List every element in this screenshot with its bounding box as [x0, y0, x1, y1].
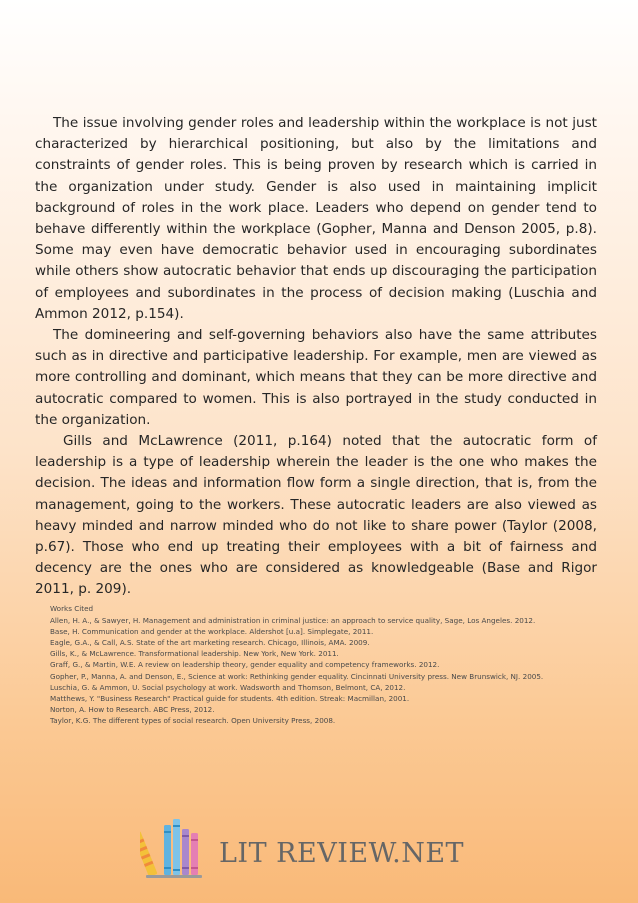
works-cited-title: Works Cited — [50, 604, 94, 613]
citation-entry: Graff, G., & Martin, W.E. A review on leadership theory, gender equality and competency frameworks. 2012. — [50, 660, 440, 670]
citation-entry: Eagle, G.A., & Call, A.S. State of the art marketing research. Chicago, Illinois, AMA. 2009. — [50, 638, 370, 648]
paragraph-domineering-behaviors: The domineering and self-governing behaviors also have the same attributes such as in directive and participative leadership. For example, men are viewed as more controlling and dominant, which means that they can be more directive and autocratic compared to women. This is also portrayed in the study conducted in the organization. — [35, 327, 597, 428]
citation-entry: Gills, K., & McLawrence. Transformational leadership. New York, New York. 2011. — [50, 649, 339, 659]
citation-entry: Allen, H. A., & Sawyer, H. Management and administration in criminal justice: an approach to service quality, Sage, Los Angeles. 2012. — [50, 616, 536, 626]
citation-entry: Base, H. Communication and gender at the workplace. Aldershot [u.a]. Simplegate, 2011. — [50, 627, 374, 637]
citation-entry: Matthews, Y. "Business Research" Practical guide for students. 4th edition. Streak: Macmillan, 2001. — [50, 693, 410, 703]
citation-entry: Luschia, G. & Ammon, U. Social psychology at work. Wadsworth and Thomson, Belmont, CA, 2012. — [50, 682, 406, 692]
essay-body — [35, 113, 597, 601]
works-cited — [50, 603, 610, 726]
paragraph-autocratic-leadership: Gills and McLawrence (2011, p.164) noted that the autocratic form of leadership is a type of leadership wherein the leader is the one who makes the decision. The ideas and information flow form a single direction, that is, from the management, going to the workers. These autocratic leaders are also viewed as heavy minded and narrow minded who do not like to share power (Taylor (2008, p.67). Those who end up treating their employees with a bit of fairness and decency are the ones who are considered as knowledgeable (Base and Rigor 2011, p. 209). — [35, 433, 597, 598]
citation-entry: Taylor, K.G. The different types of social research. Open University Press, 2008. — [50, 715, 336, 725]
paragraph-gender-roles: The issue involving gender roles and leadership within the workplace is not just characterized by hierarchical positioning, but also by the limitations and constraints of gender roles. This is being proven by research which is carried in the organization under study. Gender is also used in maintaining implicit background of roles in the work place. Leaders who depend on gender tend to behave differently within the workplace (Gopher, Manna and Denson 2005, p.8). Some may even have democratic behavior used in encouraging subordinates while others show autocratic behavior that ends up discouraging the participation of employees and subordinates in the process of decision making (Luschia and Ammon 2012, p.154). — [35, 115, 597, 322]
citation-entry: Gopher, P., Manna, A. and Denson, E., Science at work: Rethinking gender equality. Cincinnati University press. New Brunswick, NJ. 2005. — [50, 671, 544, 681]
books-icon — [140, 815, 210, 881]
citation-entry: Norton, A. How to Research. ABC Press, 2012. — [50, 704, 215, 714]
site-logo[interactable] — [140, 815, 500, 885]
logo-text: LIT REVIEW.NET — [219, 838, 465, 869]
